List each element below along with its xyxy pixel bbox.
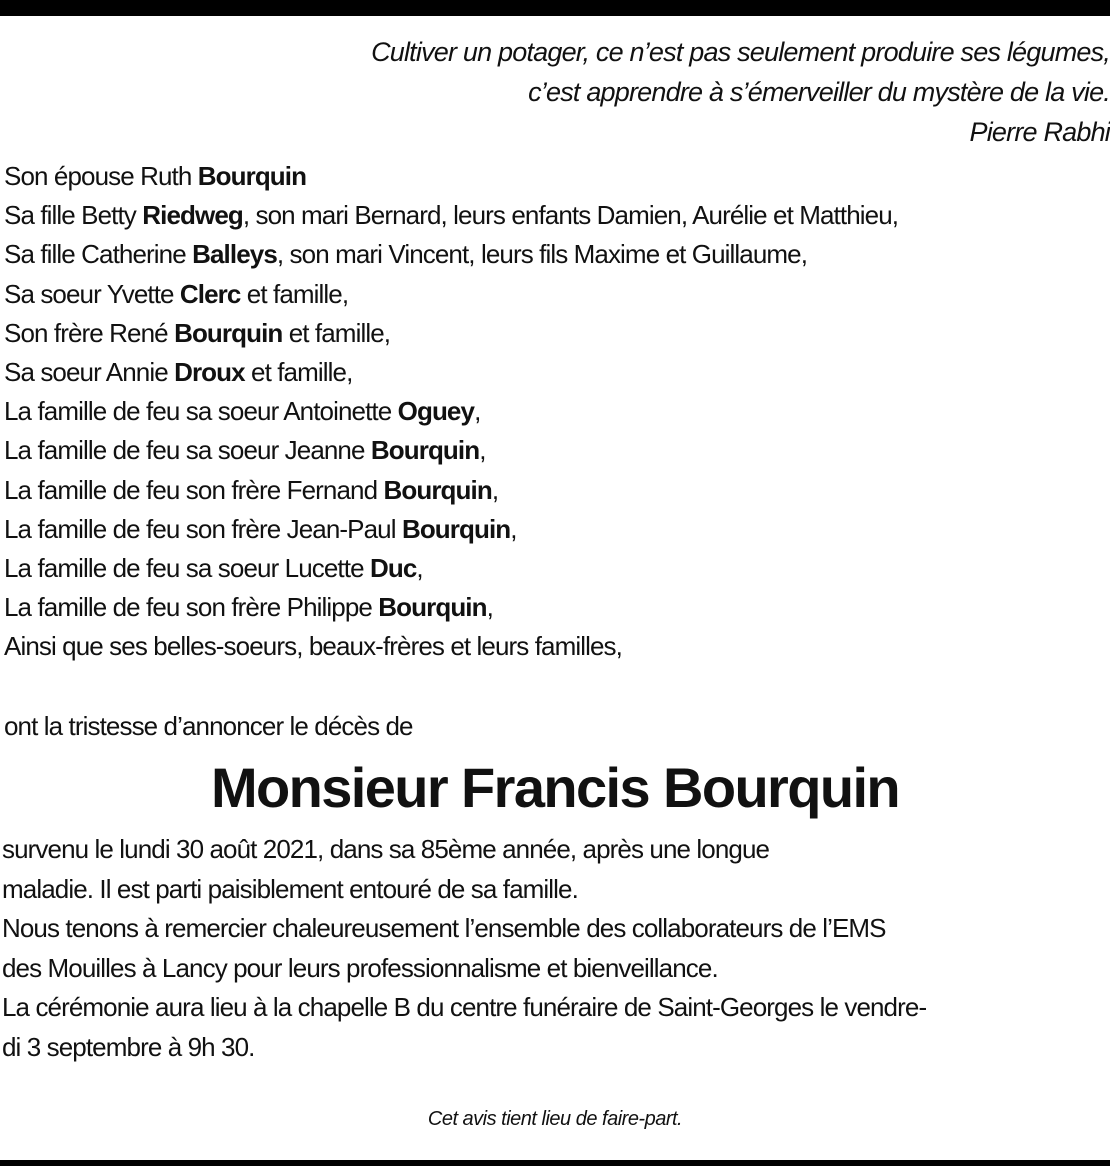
family-list [4,157,1108,667]
family-surname: Bourquin [197,161,307,191]
quote-line: c’est apprendre à s’émerveiller du mystère de la vie. [528,77,1110,107]
detail-line: Nous tenons à remercier chaleureusement l’ensemble des collaborateurs de l’EMS [2,913,886,943]
family-member-line [4,627,1108,666]
family-member-line [4,510,1108,549]
deceased-name: Monsieur Francis Bourquin [210,756,900,819]
top-border-rule [0,0,1110,16]
family-surname: Bourquin [174,317,283,348]
family-member-text: , [416,553,423,584]
family-member-text: , [491,474,499,505]
family-member-line [4,392,1108,431]
family-member-text: La famille de feu sa soeur Jeanne [4,435,371,466]
family-member-text: Son frère René [4,317,175,348]
family-member-text: et famille, [282,317,391,348]
notice-footer: Cet avis tient lieu de faire-part. [427,1108,683,1130]
family-member-line [4,353,1108,392]
family-surname: Riedweg [142,200,243,231]
family-member-line [4,235,1108,274]
family-member-text: , [486,592,493,623]
quote-line: Cultiver un potager, ce n’est pas seulement produire ses légumes, [371,37,1110,67]
family-member-line [4,275,1108,314]
family-member-text: , son mari Bernard, leurs enfants Damien, Aurélie et Matthieu, [242,200,899,231]
detail-line: des Mouilles à Lancy pour leurs professionnalisme et bienveillance. [2,952,718,983]
family-surname: Bourquin [383,474,492,505]
family-member-text: et famille, [244,357,353,388]
family-member-text: Sa soeur Annie [4,357,175,388]
family-member-text: , [479,435,486,466]
family-member-text: La famille de feu son frère Fernand [4,474,384,505]
family-member-line [4,588,1108,627]
detail-line: La cérémonie aura lieu à la chapelle B du centre funéraire de Saint-Georges le vendre- [2,992,927,1022]
family-member-line [4,549,1108,588]
detail-line: maladie. Il est parti paisiblement entouré de sa famille. [2,873,578,904]
family-member-line [4,157,1108,196]
family-member-line [4,431,1108,470]
family-member-line [4,471,1108,510]
family-member-text: Sa fille Betty [4,200,143,231]
family-member-text: et famille, [240,278,349,309]
family-member-text: Ainsi que ses belles-soeurs, beaux-frères et leurs familles, [4,631,622,662]
family-member-text: La famille de feu son frère Philippe [4,592,379,623]
family-surname: Clerc [179,278,241,309]
family-surname: Duc [369,553,417,584]
family-surname: Bourquin [370,435,480,466]
family-member-text: La famille de feu son frère Jean-Paul [4,513,402,544]
bottom-border-rule [0,1160,1110,1166]
detail-line: survenu le lundi 30 août 2021, dans sa 85ème année, après une longue [2,834,770,864]
family-member-text: , son mari Vincent, leurs fils Maxime et Guillaume, [276,239,808,270]
family-member-text: Sa soeur Yvette [4,278,180,309]
family-member-text: Son épouse Ruth [4,161,198,191]
family-member-text: , [510,513,517,544]
family-surname: Droux [174,357,245,388]
family-surname: Bourquin [401,513,511,544]
family-surname: Oguey [397,396,475,427]
family-member-text: La famille de feu sa soeur Antoinette [4,396,398,427]
announcement-text: ont la tristesse d’annoncer le décès de [4,711,413,741]
family-member-text: La famille de feu sa soeur Lucette [4,553,370,584]
family-member-line [4,196,1108,235]
family-member-text: Sa fille Catherine [4,239,193,270]
family-member-line [4,314,1108,353]
quote-author: Pierre Rabhi [969,117,1110,147]
epigraph-quote [10,32,1110,152]
family-surname: Balleys [192,239,277,270]
death-details [2,830,1108,1067]
family-member-text: , [474,396,481,427]
family-surname: Bourquin [378,592,487,623]
detail-line: di 3 septembre à 9h 30. [2,1031,255,1062]
